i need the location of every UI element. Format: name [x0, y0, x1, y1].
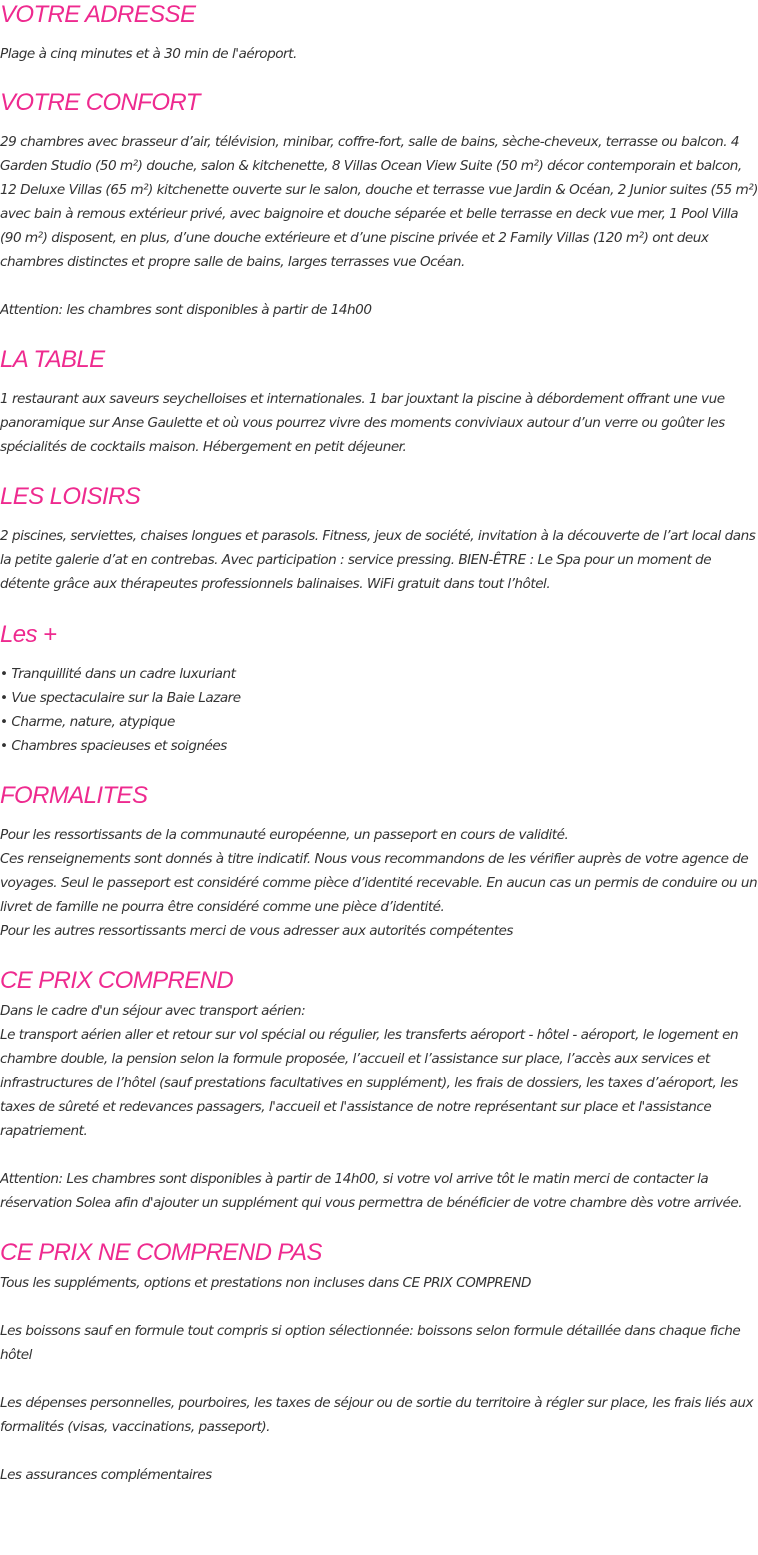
- section-title: FORMALITES: [0, 782, 148, 809]
- section-title: VOTRE ADRESSE: [0, 1, 196, 28]
- list-item: • Chambres spacieuses et soignées: [0, 738, 227, 754]
- section-paragraph: Le transport aérien aller et retour sur vol spécial ou régulier, les transferts aéroport - hôtel - aéroport, le logement en chambre double, la pension selon la formule proposée, l’accueil et l’assistance sur place, l’accès aux services et infrastructures de l’hôtel (sauf prestations facultatives en supplément), les frais de dossiers, les taxes d’aéroport, les taxes de sûreté et redevances passagers, l'accueil et l'assistance de notre représentant sur place et l'assistance rapatriement.: [0, 1027, 739, 1139]
- section-paragraph: Dans le cadre d'un séjour avec transport aérien:: [0, 1003, 306, 1019]
- section-paragraph: Les dépenses personnelles, pourboires, les taxes de séjour ou de sortie du territoire à régler sur place, les frais liés aux formalités (visas, vaccinations, passeport).: [0, 1395, 754, 1435]
- section-paragraph: 29 chambres avec brasseur d’air, télévision, minibar, coffre-fort, salle de bains, sèche-cheveux, terrasse ou balcon. 4 Garden Studio (50 m²) douche, salon & kitchenette, 8 Villas Ocean View Suite (50 m²) décor contemporain et balcon, 12 Deluxe Villas (65 m²) kitchenette ouverte sur le salon, douche et terrasse vue Jardin & Océan, 2 Junior suites (55 m²) avec bain à remous extérieur privé, avec baignoire et douche séparée et belle terrasse en deck vue mer, 1 Pool Villa (90 m²) disposent, en plus, d’une douche extérieure et d’une piscine privée et 2 Family Villas (120 m²) ont deux chambres distinctes et propre salle de bains, larges terrasses vue Océan.: [0, 134, 758, 270]
- section-loisirs: [0, 482, 758, 596]
- section-title: CE PRIX NE COMPREND PAS: [0, 1239, 322, 1266]
- section-adresse: [0, 0, 758, 66]
- section-paragraph: Tous les suppléments, options et prestations non incluses dans CE PRIX COMPREND: [0, 1275, 531, 1291]
- section-confort: [0, 88, 758, 322]
- section-title: LES LOISIRS: [0, 483, 141, 510]
- section-paragraph: 2 piscines, serviettes, chaises longues et parasols. Fitness, jeux de société, invitation à la découverte de l’art local dans la petite galerie d’at en contrebas. Avec participation : service pressing. BIEN-ÊTRE : Le Spa pour un moment de détente grâce aux thérapeutes professionnels balinaises. WiFi gratuit dans tout l’hôtel.: [0, 528, 756, 592]
- section-paragraph: Les assurances complémentaires: [0, 1467, 212, 1483]
- section-prix-ne-comprend: [0, 1238, 758, 1487]
- section-title: Les +: [0, 621, 57, 648]
- list-item: • Vue spectaculaire sur la Baie Lazare: [0, 690, 241, 706]
- section-formalites: [0, 781, 758, 943]
- section-paragraph: Pour les ressortissants de la communauté européenne, un passeport en cours de validité.: [0, 827, 569, 843]
- section-title: VOTRE CONFORT: [0, 89, 200, 116]
- list-item: • Tranquillité dans un cadre luxuriant: [0, 666, 236, 682]
- section-paragraph: Attention: Les chambres sont disponibles à partir de 14h00, si votre vol arrive tôt le matin merci de contacter la réservation Solea afin d'ajouter un supplément qui vous permettra de bénéficier de votre chambre dès votre arrivée.: [0, 1171, 743, 1211]
- list-item: • Charme, nature, atypique: [0, 714, 175, 730]
- section-paragraph: Attention: les chambres sont disponibles à partir de 14h00: [0, 302, 372, 318]
- section-plus: [0, 620, 758, 758]
- section-title: LA TABLE: [0, 346, 105, 373]
- section-title: CE PRIX COMPREND: [0, 967, 234, 994]
- section-prix-comprend: [0, 966, 758, 1215]
- section-paragraph: 1 restaurant aux saveurs seychelloises et internationales. 1 bar jouxtant la piscine à débordement offrant une vue panoramique sur Anse Gaulette et où vous pourrez vivre des moments conviviaux autour d’un verre ou goûter les spécialités de cocktails maison. Hébergement en petit déjeuner.: [0, 391, 725, 455]
- section-paragraph: Les boissons sauf en formule tout compris si option sélectionnée: boissons selon formule détaillée dans chaque fiche hôtel: [0, 1323, 741, 1363]
- section-paragraph: Pour les autres ressortissants merci de vous adresser aux autorités compétentes: [0, 923, 513, 939]
- section-paragraph: Ces renseignements sont donnés à titre indicatif. Nous vous recommandons de les vérifier auprès de votre agence de voyages. Seul le passeport est considéré comme pièce d’identité recevable. En aucun cas un permis de conduire ou un livret de famille ne pourra être considéré comme une pièce d’identité.: [0, 851, 758, 915]
- section-paragraph: Plage à cinq minutes et à 30 min de l'aéroport.: [0, 46, 297, 62]
- section-table: [0, 345, 758, 459]
